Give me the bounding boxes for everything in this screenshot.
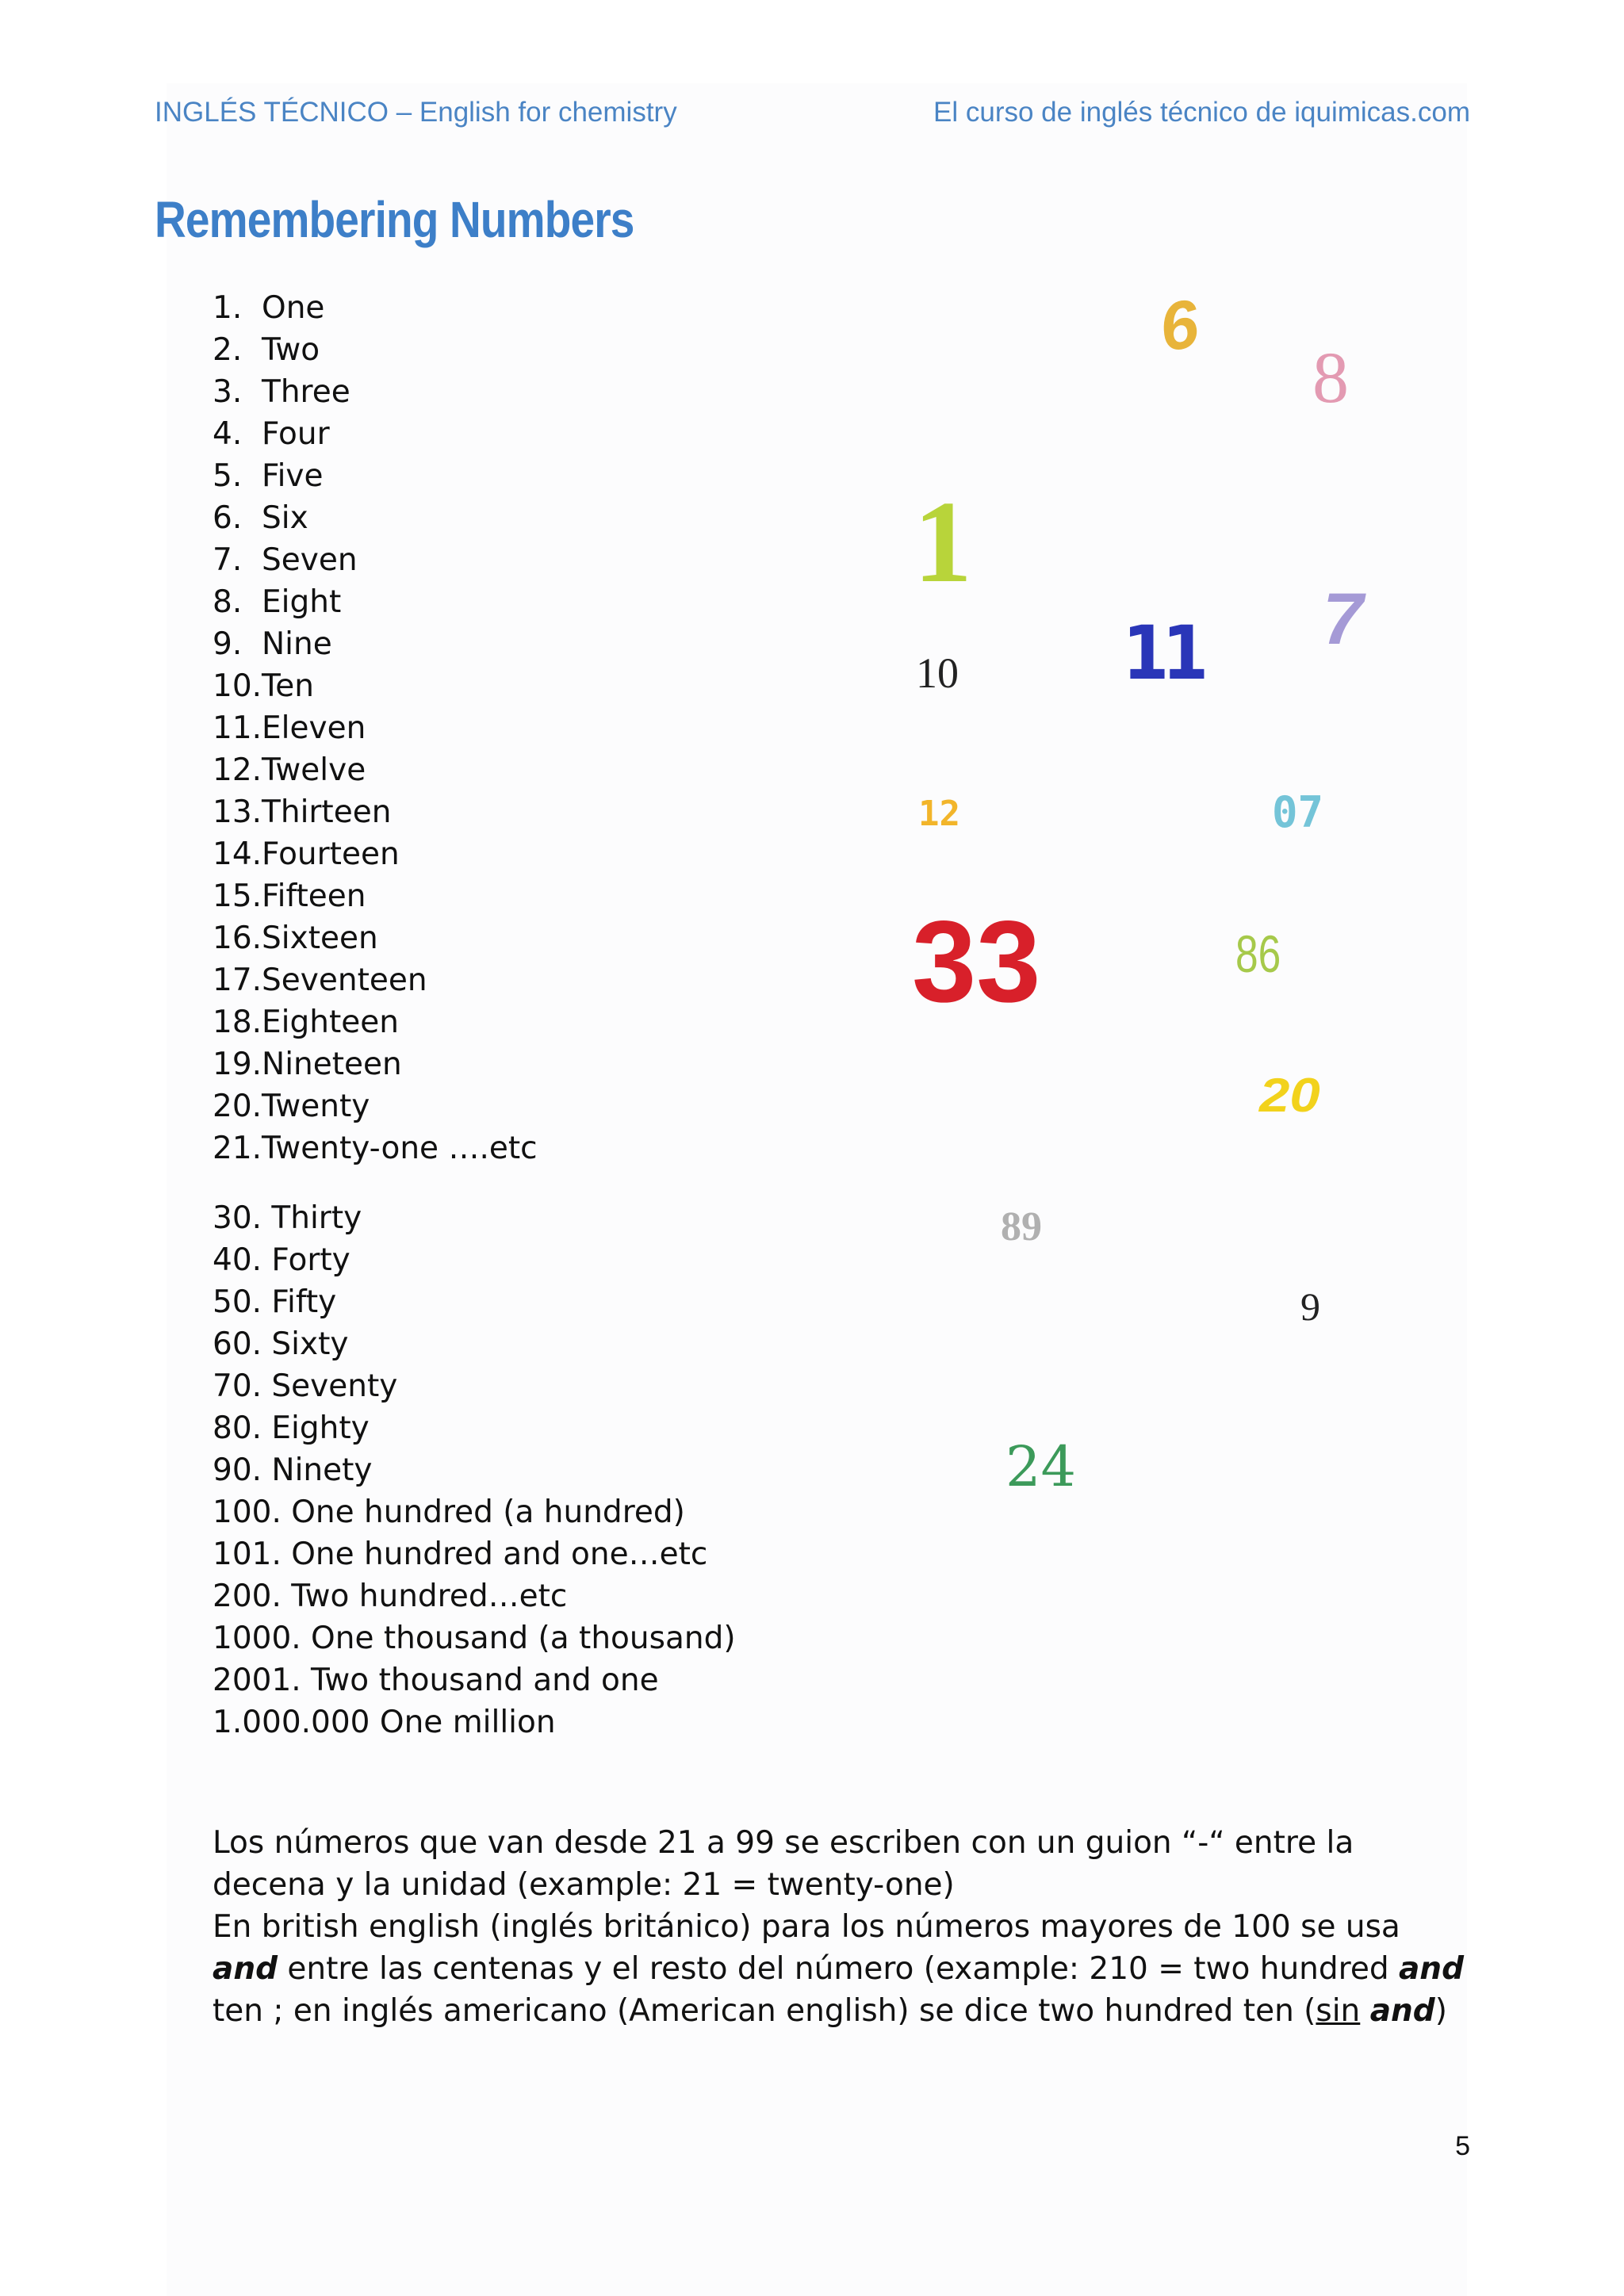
- numbers-list-1-to-21: [213, 287, 538, 1169]
- list-item: 60. Sixty: [213, 1326, 349, 1362]
- list-item: 2001. Two thousand and one: [213, 1663, 659, 1698]
- numbers-list-tens-and-larger: [213, 1197, 736, 1743]
- list-item: 17.Seventeen: [213, 962, 427, 998]
- paragraph-text: ): [1434, 1993, 1447, 2029]
- decor-number-1: 1: [914, 477, 972, 607]
- list-item: 90. Ninety: [213, 1452, 373, 1488]
- emphasis-and: and: [213, 1951, 278, 1987]
- list-item: 80. Eighty: [213, 1410, 370, 1446]
- list-item: 21.Twenty-one ….etc: [213, 1131, 538, 1166]
- list-item: 1. One: [213, 290, 325, 326]
- list-item: 100. One hundred (a hundred): [213, 1494, 685, 1530]
- paragraph-text: entre las centenas y el resto del número (example: 210 = two hundred: [278, 1951, 1399, 1987]
- decor-number-20: 20: [1259, 1069, 1320, 1122]
- list-item: 15.Fifteen: [213, 878, 366, 914]
- paragraph-space: [1360, 1993, 1369, 2029]
- list-item: 19.Nineteen: [213, 1047, 402, 1082]
- list-item: 1000. One thousand (a thousand): [213, 1621, 736, 1656]
- paragraph-line-and-rule: [213, 1906, 1465, 2032]
- underlined-sin: sin: [1316, 1993, 1361, 2029]
- list-item: 18.Eighteen: [213, 1004, 399, 1040]
- list-item: 200. Two hundred…etc: [213, 1578, 568, 1614]
- list-item: 10.Ten: [213, 668, 314, 704]
- list-item: 6. Six: [213, 500, 308, 536]
- decor-number-24: 24: [1005, 1434, 1077, 1499]
- decor-number-10: 10: [916, 649, 959, 697]
- decor-number-86: 86: [1235, 924, 1281, 983]
- paragraph-text: ten ; en inglés americano (American english) se dice two hundred ten (: [213, 1993, 1316, 2029]
- header-right-title: El curso de inglés técnico de iquimicas.com: [933, 97, 1470, 128]
- decor-number-8: 8: [1312, 337, 1349, 418]
- paragraph-line-hyphen-rule: Los números que van desde 21 a 99 se escriben con un guion “-“ entre la decena y la unidad (example: 21 = twenty-one): [213, 1825, 1354, 1903]
- list-item: 30. Thirty: [213, 1200, 362, 1236]
- decor-number-9: 9: [1300, 1284, 1320, 1329]
- list-item: 1.000.000 One million: [213, 1705, 556, 1740]
- list-item: 16.Sixteen: [213, 920, 378, 956]
- paragraph-text: En british english (inglés británico) para los números mayores de 100 se usa: [213, 1909, 1400, 1945]
- list-item: 2. Two: [213, 332, 320, 368]
- list-item: 101. One hundred and one…etc: [213, 1536, 708, 1572]
- decor-number-07: 07: [1272, 787, 1324, 837]
- list-item: 8. Eight: [213, 584, 342, 620]
- emphasis-and: and: [1369, 1993, 1435, 2029]
- decor-number-33: 33: [912, 897, 1041, 1026]
- list-item: 20.Twenty: [213, 1089, 370, 1124]
- list-item: 4. Four: [213, 416, 330, 452]
- list-item: 5. Five: [213, 458, 324, 494]
- explanation-paragraph: [213, 1822, 1465, 2032]
- header-left-title: INGLÉS TÉCNICO – English for chemistry: [155, 97, 677, 128]
- list-item: 40. Forty: [213, 1242, 350, 1278]
- list-item: 50. Fifty: [213, 1284, 337, 1320]
- emphasis-and: and: [1398, 1951, 1464, 1987]
- list-item: 12.Twelve: [213, 752, 366, 788]
- list-item: 13.Thirteen: [213, 794, 392, 830]
- decor-number-12: 12: [918, 794, 960, 834]
- decor-number-89: 89: [1001, 1204, 1042, 1249]
- decor-number-11: 11: [1122, 610, 1202, 697]
- page-number: 5: [1455, 2131, 1470, 2161]
- decor-number-6: 6: [1155, 285, 1204, 366]
- decor-number-7: 7: [1323, 579, 1364, 660]
- list-item: 11.Eleven: [213, 710, 366, 746]
- list-item: 14.Fourteen: [213, 836, 400, 872]
- list-item: 70. Seventy: [213, 1368, 398, 1404]
- list-item: 9. Nine: [213, 626, 332, 662]
- list-item: 3. Three: [213, 374, 350, 410]
- page-title: Remembering Numbers: [155, 191, 634, 248]
- list-item: 7. Seven: [213, 542, 358, 578]
